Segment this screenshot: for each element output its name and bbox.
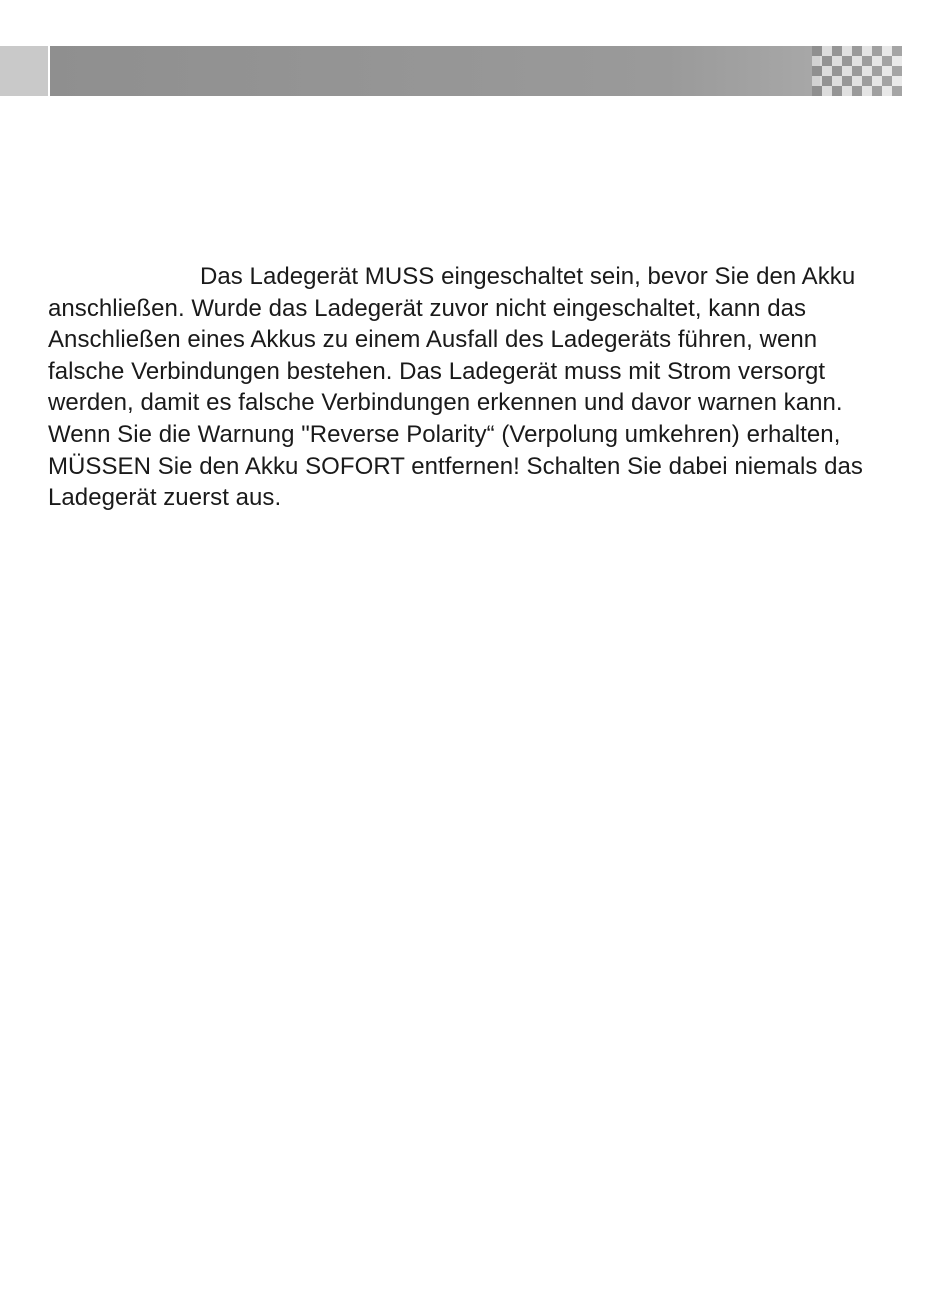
checker-square: [812, 66, 822, 76]
checker-square: [872, 76, 882, 86]
checker-square: [882, 66, 892, 76]
checker-square: [832, 76, 842, 86]
checker-square: [872, 66, 882, 76]
checker-square: [822, 86, 832, 96]
checker-square: [862, 76, 872, 86]
header-gray-bar: [50, 46, 820, 96]
checker-square: [862, 46, 872, 56]
checker-square: [832, 66, 842, 76]
checker-square: [852, 66, 862, 76]
header-tab-block: [0, 46, 48, 96]
checker-square: [862, 56, 872, 66]
checker-square: [872, 86, 882, 96]
checker-square: [842, 46, 852, 56]
checker-square: [862, 66, 872, 76]
checker-square: [822, 56, 832, 66]
checker-square: [822, 76, 832, 86]
checker-square: [842, 86, 852, 96]
warning-paragraph: Das Ladegerät MUSS eingeschaltet sein, bevor Sie den Akku anschließen. Wurde das Ladegerät zuvor nicht eingeschaltet, kann das Anschließen eines Akkus zu einem Ausfall des Ladegeräts führen, wenn falsche Verbindungen bestehen. Das Ladegerät muss mit Strom versorgt werden, damit es falsche Verbindungen erkennen und davor warnen kann. Wenn Sie die Warnung "Reverse Polarity“ (Verpolung umkehren) erhalten, MÜSSEN Sie den Akku SOFORT entfernen! Schalten Sie dabei niemals das Ladegerät zuerst aus.: [48, 263, 863, 512]
checker-square: [842, 76, 852, 86]
checker-square: [822, 46, 832, 56]
checker-square: [872, 56, 882, 66]
page-header-band: [0, 46, 910, 96]
checker-square: [852, 86, 862, 96]
checker-square: [882, 86, 892, 96]
checker-square: [842, 56, 852, 66]
checker-square: [842, 66, 852, 76]
checker-square: [892, 86, 902, 96]
checker-square: [892, 66, 902, 76]
checker-square: [862, 86, 872, 96]
checker-square: [882, 76, 892, 86]
checker-square: [812, 46, 822, 56]
checker-square: [822, 66, 832, 76]
checker-square: [872, 46, 882, 56]
checker-square: [812, 56, 822, 66]
checker-square: [812, 76, 822, 86]
checker-square: [892, 56, 902, 66]
checker-square: [832, 86, 842, 96]
checker-square: [852, 56, 862, 66]
checker-square: [812, 86, 822, 96]
checker-square: [832, 56, 842, 66]
checker-pattern-decoration: [812, 46, 910, 96]
checker-square: [882, 56, 892, 66]
checker-square: [882, 46, 892, 56]
checker-square: [832, 46, 842, 56]
checker-square: [892, 76, 902, 86]
checker-square: [852, 46, 862, 56]
checker-square: [892, 46, 902, 56]
checker-square: [852, 76, 862, 86]
